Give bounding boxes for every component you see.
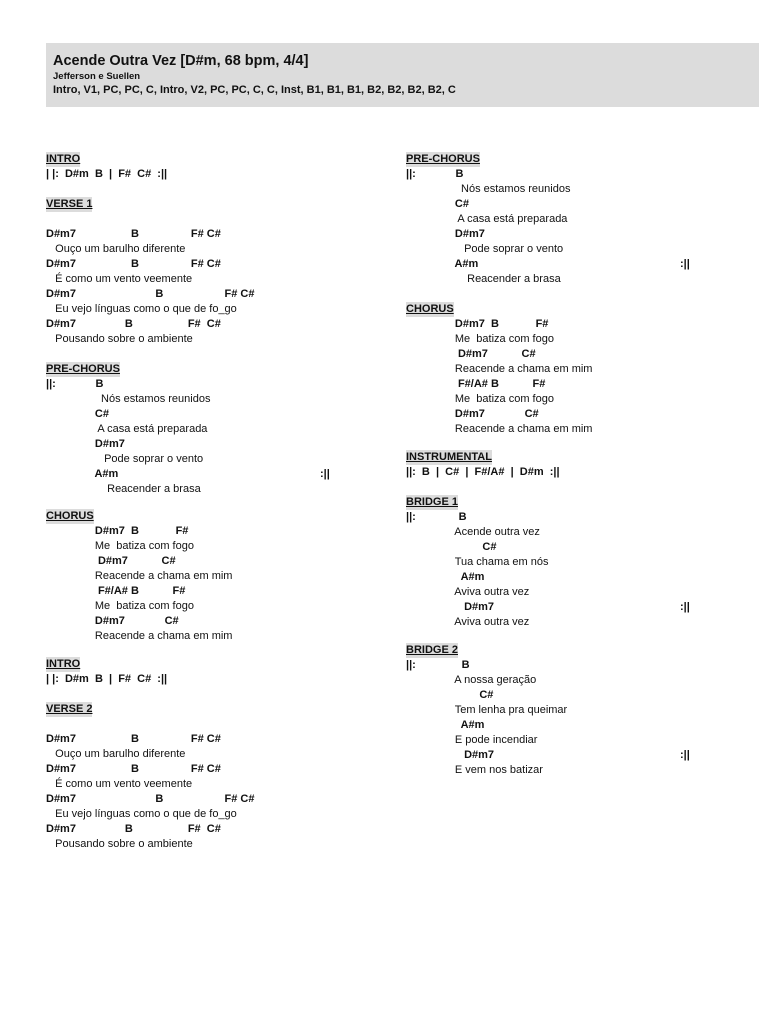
repeat-mark: :|| <box>680 601 690 613</box>
chord-line: C# <box>406 689 494 701</box>
chord-line: D#m7 B F# C# <box>46 318 221 330</box>
lyric-line: É como um vento veemente <box>46 273 193 285</box>
chord-line: C# <box>406 198 469 210</box>
chord-line: D#m7 C# <box>406 408 539 420</box>
lyric-line: Reacende a chama em mim <box>46 570 233 582</box>
chord-line: ||: B | C# | F#/A# | D#m :|| <box>406 466 560 478</box>
lyric-line: É como um vento veemente <box>46 778 193 790</box>
chord-line: D#m7 B F# C# <box>46 733 221 745</box>
section-heading: PRE-CHORUS <box>406 153 480 165</box>
lyric-line: Nós estamos reunidos <box>46 393 211 405</box>
lyric-line: Pousando sobre o ambiente <box>46 333 193 345</box>
chord-line: D#m7 B F# C# <box>46 763 221 775</box>
lyric-line: Reacender a brasa <box>406 273 561 285</box>
lyric-line: Pode soprar o vento <box>46 453 204 465</box>
lyric-line: Ouço um barulho diferente <box>46 748 186 760</box>
chord-line: A#m <box>406 258 479 270</box>
section-heading: CHORUS <box>46 510 94 522</box>
repeat-mark: :|| <box>680 258 690 270</box>
chord-line: A#m <box>46 468 119 480</box>
song-title: Acende Outra Vez [D#m, 68 bpm, 4/4] <box>53 53 309 69</box>
chord-line: A#m <box>406 719 485 731</box>
repeat-mark: :|| <box>680 749 690 761</box>
section-heading: CHORUS <box>406 303 454 315</box>
lyric-line: Aviva outra vez <box>406 586 530 598</box>
chord-line: ||: B <box>406 168 464 180</box>
chord-line: D#m7 C# <box>406 348 536 360</box>
chord-line: | |: D#m B | F# C# :|| <box>46 673 168 685</box>
chord-line: D#m7 B F# C# <box>46 288 255 300</box>
lyric-line: Me batiza com fogo <box>406 333 554 345</box>
lyric-line: Me batiza com fogo <box>46 540 194 552</box>
lyric-line: E vem nos batizar <box>406 764 543 776</box>
chord-line: D#m7 B F# C# <box>46 793 255 805</box>
lyric-line: Me batiza com fogo <box>406 393 554 405</box>
chord-line: D#m7 B F# C# <box>46 258 221 270</box>
chord-line: D#m7 <box>46 438 125 450</box>
lyric-line: A nossa geração <box>406 674 537 686</box>
lyric-line: Pousando sobre o ambiente <box>46 838 193 850</box>
chord-line: F#/A# B F# <box>46 585 186 597</box>
section-heading: VERSE 2 <box>46 703 93 715</box>
chord-line: D#m7 <box>406 749 495 761</box>
lyric-line: Reacende a chama em mim <box>46 630 233 642</box>
chord-line: | |: D#m B | F# C# :|| <box>46 168 168 180</box>
lyric-line: A casa está preparada <box>46 423 208 435</box>
chord-line: A#m <box>406 571 485 583</box>
lyric-line: Reacende a chama em mim <box>406 423 593 435</box>
chord-line: C# <box>46 408 109 420</box>
lyric-line: Me batiza com fogo <box>46 600 194 612</box>
section-heading: INTRO <box>46 153 81 165</box>
chord-line: D#m7 B F# <box>46 525 189 537</box>
chord-line: D#m7 <box>406 228 485 240</box>
lyric-line: E pode incendiar <box>406 734 538 746</box>
chord-line: ||: B <box>46 378 104 390</box>
chord-line: D#m7 C# <box>46 555 176 567</box>
section-heading: PRE-CHORUS <box>46 363 120 375</box>
chord-line: C# <box>406 541 497 553</box>
lyric-line: Pode soprar o vento <box>406 243 564 255</box>
chord-line: F#/A# B F# <box>406 378 546 390</box>
song-header <box>46 43 759 107</box>
lyric-line: Acende outra vez <box>406 526 540 538</box>
song-structure: Intro, V1, PC, PC, C, Intro, V2, PC, PC, C, C, Inst, B1, B1, B1, B2, B2, B2, B2, C <box>53 84 456 96</box>
section-heading: INSTRUMENTAL <box>406 451 492 463</box>
chord-line: ||: B <box>406 511 467 523</box>
section-heading: VERSE 1 <box>46 198 93 210</box>
chord-line: D#m7 B F# <box>406 318 549 330</box>
lyric-line: Eu vejo línguas como o que de fo_go <box>46 303 237 315</box>
lyric-line: Ouço um barulho diferente <box>46 243 186 255</box>
chord-line: D#m7 <box>406 601 495 613</box>
lyric-line: Aviva outra vez <box>406 616 530 628</box>
song-artist: Jefferson e Suellen <box>53 71 141 82</box>
chord-line: D#m7 C# <box>46 615 179 627</box>
lyric-line: Tua chama em nós <box>406 556 549 568</box>
section-heading: BRIDGE 1 <box>406 496 458 508</box>
lyric-line: Eu vejo línguas como o que de fo_go <box>46 808 237 820</box>
section-heading: BRIDGE 2 <box>406 644 458 656</box>
chord-line: D#m7 B F# C# <box>46 823 221 835</box>
section-heading: INTRO <box>46 658 81 670</box>
lyric-line: A casa está preparada <box>406 213 568 225</box>
lyric-line: Reacender a brasa <box>46 483 201 495</box>
chord-line: D#m7 B F# C# <box>46 228 221 240</box>
lyric-line: Reacende a chama em mim <box>406 363 593 375</box>
repeat-mark: :|| <box>320 468 330 480</box>
chord-line: ||: B <box>406 659 470 671</box>
lyric-line: Nós estamos reunidos <box>406 183 571 195</box>
lyric-line: Tem lenha pra queimar <box>406 704 568 716</box>
